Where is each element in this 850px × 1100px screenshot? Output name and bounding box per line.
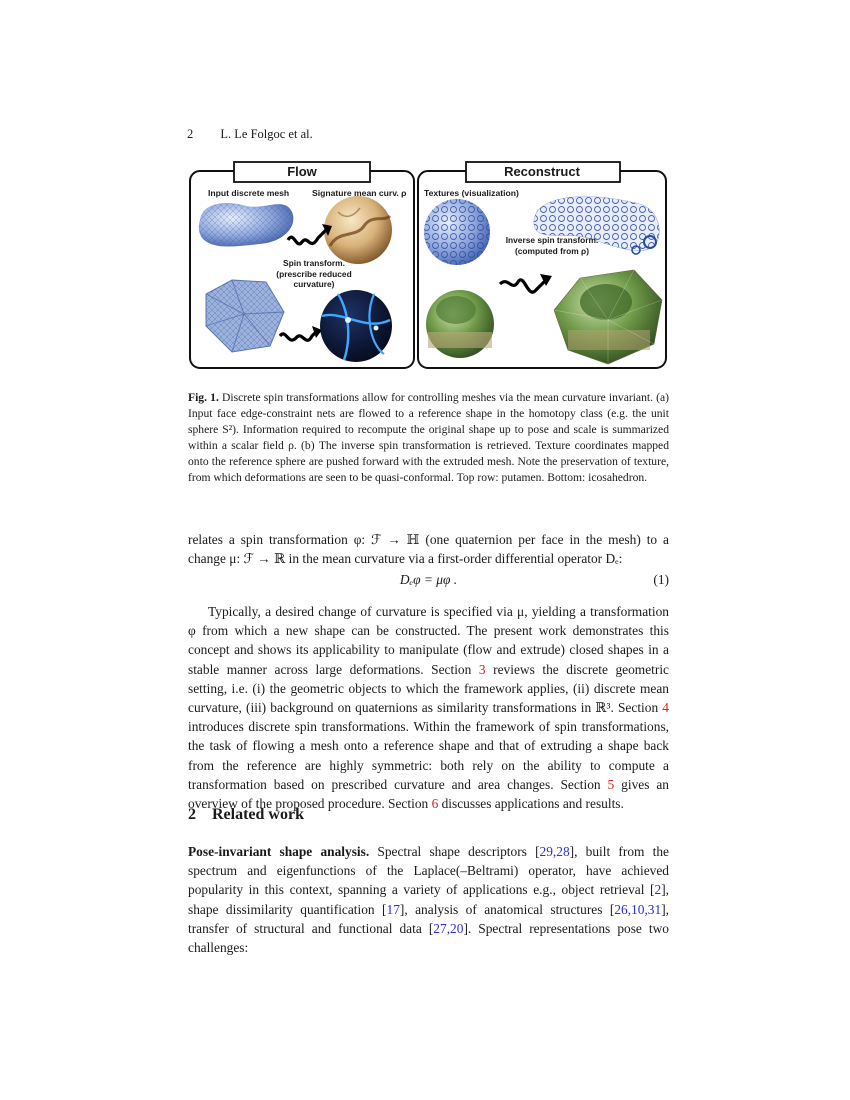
page-number: 2 (187, 127, 194, 141)
para2-text-b: reviews the discrete geometric setting, i.e. (i) the geometric objects to which the framework applies, (ii) discrete mean curvature, (iii) background on quaternions as similarity transformations in ℝ³. Section (188, 661, 669, 716)
section-link-3[interactable]: 3 (478, 661, 486, 677)
citation-link-2[interactable]: 2 (654, 882, 662, 898)
label-signature: Signature mean curv. ρ (312, 188, 407, 198)
section-number: 2 (188, 806, 196, 823)
label-input-mesh: Input discrete mesh (208, 188, 290, 198)
paragraph-1: relates a spin transformation φ: ℱ → ℍ (one quaternion per face in the mesh) to a change μ: ℱ → ℝ in the mean curvature via a first-order differential operator Dₑ: (188, 532, 669, 567)
para3-text-b: ], built from the spectrum and eigenfunctions of the Laplace(–Beltrami) operator, have achieved popularity in this context, spanning a variety of applications e.g., object retrieval [ (188, 844, 669, 898)
para2-text-c: introduces discrete spin transformations. Within the framework of spin transformations, the task of flowing a mesh onto a reference shape and that of extruding a shape back from the reference are highly symmetric: both rely on the ability to compute a transformation based on prescribed curvature and area changes. Section (188, 719, 669, 792)
para3-text-f: ]. Spectral representations pose two challenges: (188, 920, 669, 956)
para3-text-a: Spectral shape descriptors [ (369, 844, 540, 859)
label-spin-line-2: (prescribe reduced (276, 268, 352, 279)
label-textures: Textures (visualization) (424, 188, 519, 198)
label-inverse-line-2: (computed from ρ) (514, 245, 590, 256)
section-title: Related work (212, 806, 304, 823)
citation-link-5[interactable]: 27,20 (433, 920, 464, 936)
label-spin-line-1: Spin transform. (283, 258, 345, 268)
label-inverse-spin (500, 235, 604, 256)
citation-link-4[interactable]: 26,10,31 (614, 901, 662, 917)
equation-1 (188, 572, 669, 592)
para2-text-e: discusses applications and results. (438, 796, 624, 812)
runin-heading: Pose-invariant shape analysis. (188, 844, 370, 859)
equation-number: (1) (653, 572, 669, 587)
label-spin-transform (272, 258, 356, 290)
section-link-5[interactable]: 5 (607, 776, 615, 792)
section-link-6[interactable]: 6 (431, 796, 439, 812)
paragraph-2 (188, 602, 669, 813)
running-header (187, 127, 313, 142)
section-link-4[interactable]: 4 (662, 700, 669, 716)
paragraph-3 (188, 842, 669, 957)
section-heading-2 (188, 806, 304, 824)
reconstruct-panel-title: Reconstruct (504, 164, 580, 179)
citation-link-3[interactable]: 17 (386, 901, 400, 917)
para3-text-c: ], shape dissimilarity quantification [ (188, 882, 669, 917)
citation-link-1[interactable]: 29,28 (539, 844, 570, 859)
label-inverse-line-1: Inverse spin transform. (505, 235, 599, 245)
para3-text-e: ], transfer of structural and functional data [ (188, 901, 669, 936)
caption-label: Fig. 1. (188, 391, 219, 404)
label-spin-line-3: curvature) (293, 279, 335, 289)
caption-text: Discrete spin transformations allow for controlling meshes via the mean curvature invariant. (a) Input face edge-constraint nets are flowed to a reference shape in the homotopy class (e.g. the unit sphere S²). Information required to recompute the original shape up to pose and scale is summarized within a scalar field ρ. (b) The inverse spin transformation is retrieved. Texture coordinates mapped onto the reference sphere are pushed forward with the extruded mesh. Note the preservation of texture, from which deformations are seen to be quasi-conformal. Top row: putamen. Bottom: icosahedron. (188, 391, 670, 484)
para2-text-d: gives an overview of the proposed procedure. Section (188, 776, 669, 812)
figure-caption (188, 390, 669, 486)
running-authors: L. Le Folgoc et al. (220, 127, 313, 141)
flow-panel-title: Flow (287, 164, 317, 179)
equation-body: Dₑφ = μφ . (399, 572, 458, 587)
para2-text-a: Typically, a desired change of curvature is specified via μ, yielding a transformation φ from which a new shape can be constructed. The present work demonstrates this concept and shows its applicability to manipulate (flow and extrude) closed shapes in a stable manner across large deformations. Section (188, 604, 669, 677)
para3-text-d: ], analysis of anatomical structures [ (399, 901, 615, 917)
figure-1 (188, 160, 668, 370)
